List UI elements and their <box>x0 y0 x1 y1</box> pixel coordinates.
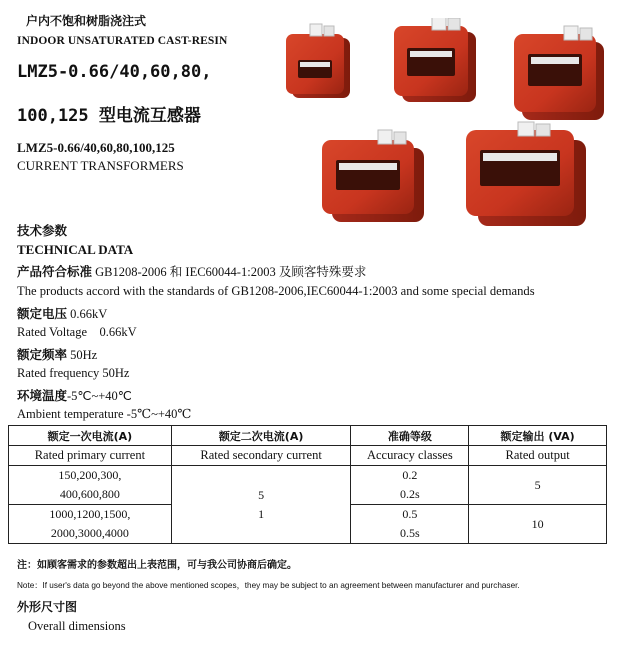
standard-cn-value: GB1208-2006 和 IEC60044-1:2003 及顾客特殊要求 <box>92 265 367 279</box>
primary-current-line: 2000,3000,4000 <box>50 526 129 540</box>
accuracy-value: 0.5 <box>402 507 418 521</box>
standard-cn-label: 产品符合标准 <box>17 264 93 279</box>
accuracy-cell <box>351 466 469 505</box>
header-output-cn: 额定输出 (VA) <box>469 426 607 446</box>
temperature-cn <box>17 386 132 404</box>
voltage-cn-value: 0.66kV <box>67 307 108 321</box>
dimensions-heading-en: Overall dimensions <box>28 619 126 633</box>
primary-current-cell <box>9 505 172 544</box>
temperature-cn-label: 环境温度 <box>17 388 68 403</box>
frequency-en: Rated frequency 50Hz <box>17 366 130 380</box>
header-output-en: Rated output <box>469 446 607 466</box>
primary-current-line: 150,200,300, <box>58 468 122 482</box>
transformer-photo-1 <box>286 24 350 98</box>
output-cell: 5 <box>469 466 607 505</box>
frequency-cn-label: 额定频率 <box>17 347 68 362</box>
transformer-photo-5 <box>466 122 586 226</box>
product-photos <box>280 18 610 236</box>
model-line-1: LMZ5-0.66/40,60,80, <box>17 62 212 82</box>
technical-heading-en: TECHNICAL DATA <box>17 242 134 257</box>
title-en: INDOOR UNSATURATED CAST-RESIN <box>17 35 228 47</box>
temperature-en: Ambient temperature -5℃~+40℃ <box>17 407 192 421</box>
title-cn: 户内不饱和树脂浇注式 <box>26 14 147 28</box>
header-accuracy-en: Accuracy classes <box>351 446 469 466</box>
secondary-current-value: 5 <box>258 487 265 502</box>
temperature-cn-value: -5℃~+40℃ <box>67 389 132 403</box>
header-secondary-en: Rated secondary current <box>171 446 351 466</box>
accuracy-cell <box>351 505 469 544</box>
voltage-en: Rated Voltage 0.66kV <box>17 325 137 339</box>
transformer-photo-3 <box>514 26 604 120</box>
frequency-cn-value: 50Hz <box>67 348 98 362</box>
accuracy-value: 0.2s <box>400 487 420 501</box>
spec-table <box>8 425 607 544</box>
technical-heading-cn: 技术参数 <box>17 223 68 238</box>
accuracy-value: 0.5s <box>400 526 420 540</box>
secondary-current-value: 1 <box>258 506 265 521</box>
transformer-photo-4 <box>322 130 424 222</box>
model-en: LMZ5-0.66/40,60,80,100,125 <box>17 140 175 155</box>
output-cell: 10 <box>469 505 607 544</box>
product-name-en: CURRENT TRANSFORMERS <box>17 158 184 173</box>
accuracy-value: 0.2 <box>402 468 418 482</box>
frequency-cn <box>17 345 97 363</box>
header-primary-en: Rated primary current <box>9 446 172 466</box>
header-accuracy-cn: 准确等级 <box>351 426 469 446</box>
dimensions-heading-cn: 外形尺寸图 <box>17 600 78 614</box>
primary-current-cell <box>9 466 172 505</box>
voltage-cn <box>17 304 107 322</box>
model-line-2: 100,125 型电流互感器 <box>17 106 201 126</box>
note-en: Note：If user's data go beyond the above mentioned scopes，they may be subject to an agreement between manufacturer and purchaser. <box>17 581 520 590</box>
header-secondary-cn: 额定二次电流(A) <box>171 426 351 446</box>
table-header-cn-row <box>9 426 607 446</box>
standard-en: The products accord with the standards of GB1208-2006,IEC60044-1:2003 and some special demands <box>17 284 535 298</box>
header-primary-cn: 额定一次电流(A) <box>9 426 172 446</box>
table-header-en-row <box>9 446 607 466</box>
table-row <box>9 466 607 505</box>
primary-current-line: 1000,1200,1500, <box>49 507 131 521</box>
transformer-photo-2 <box>394 18 476 102</box>
voltage-cn-label: 额定电压 <box>17 306 68 321</box>
note-cn: 注：如顾客需求的参数超出上表范围，可与我公司协商后确定。 <box>17 560 297 571</box>
secondary-current-cell <box>171 466 351 544</box>
primary-current-line: 400,600,800 <box>59 487 120 501</box>
standard-cn <box>17 262 366 280</box>
